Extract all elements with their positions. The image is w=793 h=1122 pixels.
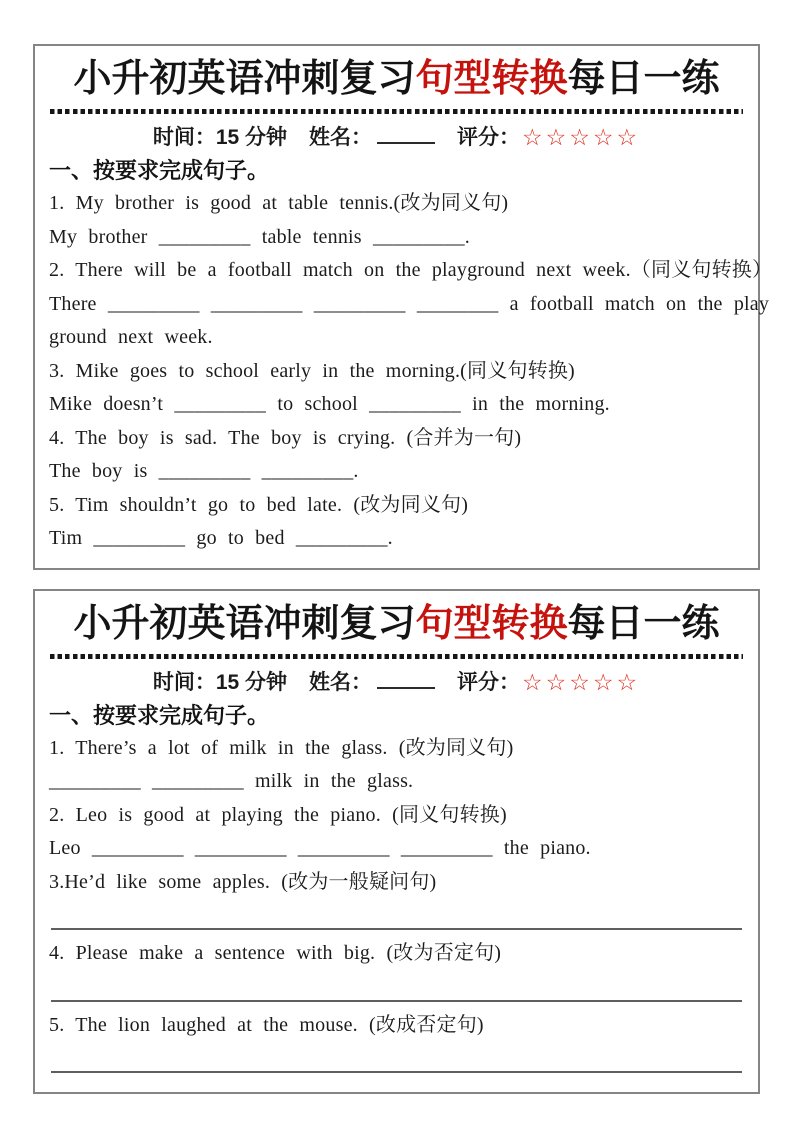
question-line: 2. Leo is good at playing the piano. (同义句转换) xyxy=(49,803,507,826)
question-line: 1. There’s a lot of milk in the glass. (改为同义句) xyxy=(49,736,514,759)
worksheet-panel-bottom xyxy=(33,589,760,1095)
answer-rule xyxy=(51,899,742,930)
title-left: 小升初英语冲刺复习 xyxy=(73,602,416,645)
question-list xyxy=(49,187,773,556)
rating-stars: ☆☆☆☆☆ xyxy=(522,669,641,696)
score-field xyxy=(457,671,640,694)
section-heading: 一、按要求完成句子。 xyxy=(49,702,270,728)
meta-line xyxy=(49,123,744,153)
panel-title xyxy=(49,54,744,104)
title-left: 小升初英语冲刺复习 xyxy=(73,58,416,100)
answer-rule xyxy=(51,971,742,1002)
time-label: 时间：15 分钟 xyxy=(152,126,288,150)
question-line: Tim _________ go to bed _________. xyxy=(49,527,393,550)
question-line: 4. The boy is sad. The boy is crying. (合并为一句) xyxy=(49,426,522,449)
name-label: 姓名： xyxy=(309,670,373,694)
question-line: Mike doesn’t _________ to school _________ in the morning. xyxy=(49,393,610,416)
title-highlight: 句型转换 xyxy=(415,602,568,645)
question-line: 5. Tim shouldn’t go to bed late. (改为同义句) xyxy=(49,493,469,516)
name-label: 姓名： xyxy=(309,126,373,150)
question-line: 4. Please make a sentence with big. (改为否定句) xyxy=(49,942,502,965)
panel-title xyxy=(49,599,744,649)
question-line: _________ _________ milk in the glass. xyxy=(49,770,414,793)
score-label: 评分： xyxy=(457,670,521,694)
question-line: 3.He’d like some apples. (改为一般疑问句) xyxy=(49,870,437,893)
title-highlight: 句型转换 xyxy=(415,58,568,100)
question-line: 2. There will be a football match on the playground next week.（同义句转换） xyxy=(49,259,773,282)
name-blank xyxy=(377,668,435,689)
dotted-divider xyxy=(50,654,743,659)
title-right: 每日一练 xyxy=(567,602,720,645)
score-field xyxy=(457,125,641,152)
question-line: My brother _________ table tennis _________. xyxy=(49,225,470,248)
name-field xyxy=(309,126,435,149)
title-right: 每日一练 xyxy=(567,58,720,100)
question-line: The boy is _________ _________. xyxy=(49,460,359,483)
time-label: 时间：15 分钟 xyxy=(152,670,288,694)
dotted-divider xyxy=(50,109,743,114)
question-line: ground next week. xyxy=(49,326,213,349)
question-line: 5. The lion laughed at the mouse. (改成否定句) xyxy=(49,1013,484,1036)
question-line: Leo _________ _________ _________ _________ the piano. xyxy=(49,837,591,860)
score-label: 评分： xyxy=(457,126,521,150)
answer-rule xyxy=(51,1042,742,1073)
question-line: There _________ _________ _________ ________ a football match on the play xyxy=(49,292,770,315)
meta-line xyxy=(49,668,744,698)
rating-stars: ☆☆☆☆☆ xyxy=(522,125,641,152)
worksheet-panel-top xyxy=(33,44,773,570)
section-heading: 一、按要求完成句子。 xyxy=(49,158,270,184)
question-line: 3. Mike goes to school early in the morning.(同义句转换) xyxy=(49,359,575,382)
question-line: 1. My brother is good at table tennis.(改为同义句) xyxy=(49,192,509,215)
name-blank xyxy=(377,123,435,144)
name-field xyxy=(309,671,435,694)
question-list xyxy=(49,732,744,1074)
